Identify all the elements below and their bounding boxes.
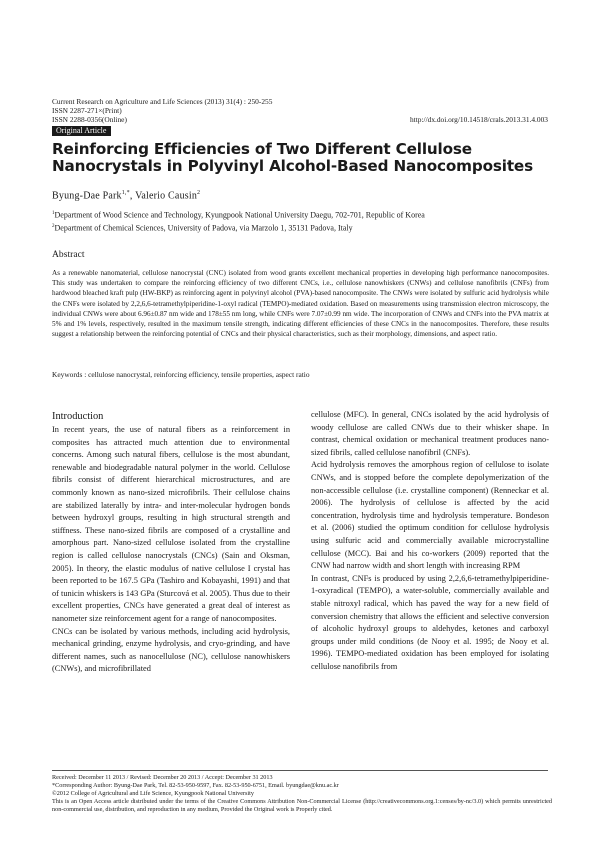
author-name: Valerio Causin [135, 190, 198, 202]
copyright-notice: ©2012 College of Agricultural and Life Science, Kyungpook National University [52, 790, 254, 797]
issn-print: ISSN 2287-271×(Print) [52, 106, 122, 115]
author-affiliation-marker: 2 [197, 190, 201, 196]
author-affiliation-marker: 1,* [121, 190, 130, 196]
affiliation-marker: 2 [52, 224, 55, 229]
keywords: Keywords : cellulose nanocrystal, reinforcing efficiency, tensile properties, aspect ratio [52, 370, 310, 379]
section-heading-introduction: Introduction [52, 411, 104, 422]
affiliation [52, 209, 425, 221]
issn-online: ISSN 2288-0356(Online) [52, 115, 127, 124]
body-paragraph: CNCs can be isolated by various methods, including acid hydrolysis, mechanical grinding, enzyme hydrolysis, and cryo-grinding, and have different names, such as nanocellulose (NC), cellulose nanowhiskers (CNWs), and microfibrillated [52, 626, 290, 674]
article-type-badge: Original Article [52, 126, 111, 136]
abstract-text: As a renewable nanomaterial, cellulose nanocrystal (CNC) isolated from wood grants excellent mechanical properties in developing high performance nanocomposites. This study was undertaken to compare the reinforcing efficiency of two different CNCs, i.e., cellulose nanowhiskers (CNWs) and cellulose nanofibrils (CNFs) from hardwood bleached kraft pulp (HW-BKP) as reinforcing agent in polyvinyl alcohol (PVA)-based nanocomposite. The CNWs were isolated by sulfuric acid hydrolysis while the CNFs were isolated by 2,2,6,6-tetramethylpiperidine-1-oxyl radical (TEMPO)-mediated oxidation. Based on measurements using transmission electron microscopy, the individual CNWs were about 6.96±0.87 nm wide and 178±55 nm long, while CNFs were 7.07±0.99 nm wide. The incorporation of CNWs and CNFs into the PVA matrix at 5% and 1% levels, respectively, resulted in the maximum tensile strength, indicating different efficiencies of these CNCs in the nanocomposites. Therefore, these results suggest a relationship between the reinforcing potential of CNCs and their physical characteristics, such as their morphology, dimensions, and aspect ratio. [52, 269, 549, 339]
affiliation-text: Department of Wood Science and Technology, Kyungpook National University Daegu, 702-701, Republic of Korea [54, 210, 425, 220]
body-column-right [311, 409, 549, 673]
body-paragraph: In recent years, the use of natural fibers as a reinforcement in composites has attracted much attention due to environmental concerns. Among such natural fibers, cellulose is the most abundant, renewable and biodegradable natural polymer in the world. Cellulose fibrils consist of different hierarchical microstructures, and are commonly known as nano-sized microfibrils. Their cellulose chains are stabilized laterally by intra- and inter-molecular hydrogen bonds between hydroxyl groups, resulting in high structural strength and stiffness. These nano-sized fibrils are composed of a crystalline and amorphous part. Nano-sized cellulose isolated from the crystalline region is called cellulose nanocrystals (CNCs) (Sain and Oksman, 2005). In theory, the elastic modulus of native cellulose I crystal has been reported to be 167.5 GPa (Tashiro and Kobayashi, 1991) and that of tunicin whiskers is 143 GPa (Sturcová et al. 2005). Thus due to their excellent properties, CNCs have generated a great deal of interest as nanometer size reinforcement agent for a range of nanocomposites. [52, 425, 290, 623]
corresponding-author: *Corresponding Author: Byung-Dae Park, Tel. 82-53-950-9597, Fax. 82-53-950-6751, Email. byungdae@knu.ac.kr [52, 782, 339, 789]
body-paragraph: cellulose (MFC). In general, CNCs isolated by the acid hydrolysis of woody cellulose are called CNWs due to their whisker shape. In contrast, chemical oxidation or mechanical treatment produces nano-sized fibrils, called cellulose nanofibril (CNFs). [311, 410, 549, 457]
journal-citation: Current Research on Agriculture and Life Sciences (2013) 31(4) : 250-255 [52, 97, 273, 106]
footer-divider [52, 770, 548, 771]
received-dates: Received: December 11 2013 / Revised: December 20 2013 / Accept: December 31 2013 [52, 774, 273, 781]
body-paragraph: Acid hydrolysis removes the amorphous region of cellulose to isolate CNWs, and is stopped before the complete depolymerization of the non-accessible cellulose (i.e. crystalline component) (Renneckar et al. 2006). The hydrolysis of cellulose is affected by the acid concentration, hydrolysis time and hydrolysis temperature. Bondeson et al. (2006) studied the optimum condition for cellulose hydrolysis using sulfuric acid and commercially available microcrystalline cellulose (MCC). Bai and his co-workers (2009) reported that the CNW had narrow width and short length with increasing RPM [311, 460, 549, 571]
author-separator: , [129, 190, 133, 202]
affiliation-marker: 1 [52, 211, 55, 216]
paper-title: Reinforcing Efficiencies of Two Different Cellulose Nanocrystals in Polyvinyl Alcohol-Based Nanocomposites [52, 140, 533, 175]
author-name: Byung-Dae Park [52, 190, 122, 202]
body-paragraph: In contrast, CNFs is produced by using 2,2,6,6-tetramethylpiperidine-1-oxyradical (TEMPO), a water-soluble, commercially available and stable nitroxyl radical, which has paved the way for a new field of conversion chemistry that allows the efficient and selective conversion of alcoholic hydroxyl groups to aldehydes, ketones and carboxyl groups under mild conditions (de Nooy et al. 1995; de Nooy et al. 1996). TEMPO-mediated oxidation has been employed for isolating cellulose nanofibrils from [311, 573, 549, 671]
license-notice: This is an Open Access article distributed under the terms of the Creative Commons Attribution Non-Commercial License (http://creativecommons.org.1:censes/by-nc/3.0) which permits unrestricted non-commercial use, distribution, and reproduction in any medium, Provided the Original work is Properly cited. [52, 798, 552, 813]
body-column-left [52, 410, 290, 676]
doi-link[interactable]: http://dx.doi.org/10.14518/crals.2013.31.4.003 [409, 115, 548, 124]
affiliation-text: Department of Chemical Sciences, University of Padova, via Marzolo 1, 35131 Padova, Italy [54, 223, 353, 233]
affiliation [52, 222, 353, 234]
abstract-heading: Abstract [52, 249, 85, 260]
author-list [52, 190, 200, 201]
